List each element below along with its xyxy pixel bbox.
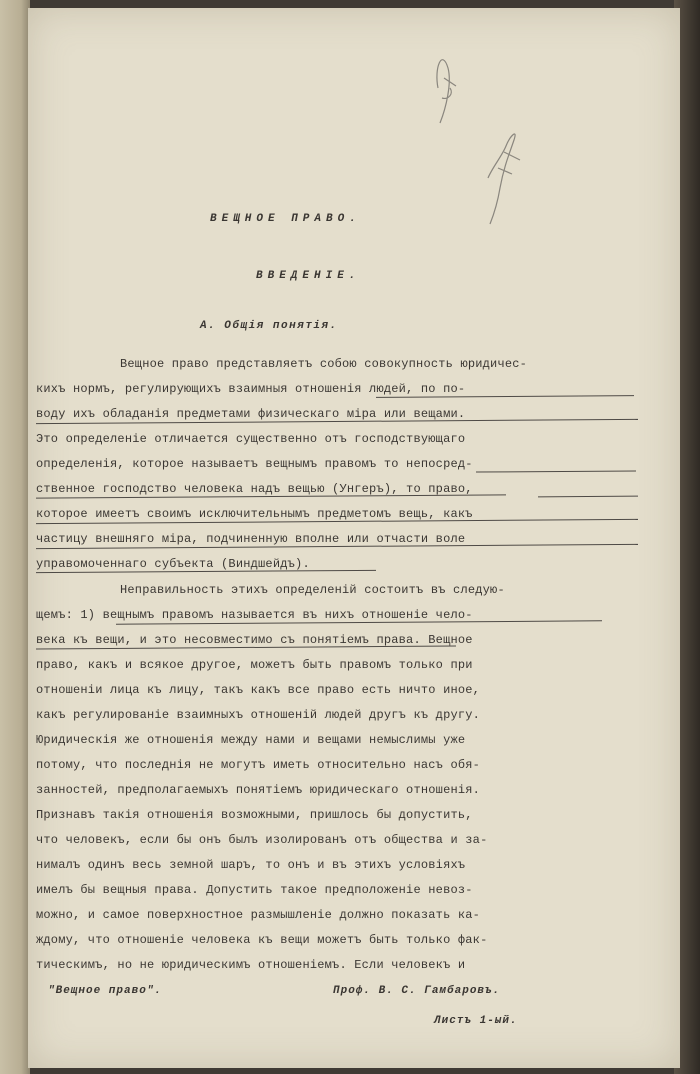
text-line: право, какъ и всякое другое, можетъ быть правомъ только при [36, 658, 473, 672]
text-line: определенія, которое называетъ вещнымъ правомъ то непосред- [36, 457, 473, 471]
section-heading: ВВЕДЕНІЕ. [256, 270, 361, 282]
text-line: тическимъ, но не юридическимъ отношеніемъ. Если человекъ и [36, 958, 466, 972]
text-line: Признавъ такія отношенія возможными, пришлось бы допустить, [36, 808, 473, 822]
text-line: щемъ: 1) вещнымъ правомъ называется въ нихъ отношеніе чело- [36, 608, 473, 622]
text-line: которое имеетъ своимъ исключительнымъ предметомъ вещь, какъ [36, 507, 473, 521]
document-page [28, 8, 680, 1068]
footer-running-title: "Вещное право". [48, 985, 163, 997]
text-line: занностей, предполагаемыхъ понятіемъ юридическаго отношенія. [36, 783, 481, 797]
footer-sheet-number: Листъ 1-ый. [434, 1015, 518, 1027]
text-line: ственное господство человека надъ вещью (Унгеръ), то право, [36, 482, 473, 496]
subsection-heading: А. Общія понятія. [200, 320, 338, 332]
pencil-scribble-icon [428, 28, 538, 238]
text-line: частицу внешняго міра, подчиненную вполне или отчасти воле [36, 532, 466, 546]
text-line: можно, и самое поверхностное размышленіе должно показать ка- [36, 908, 481, 922]
text-line: Юридическія же отношенія между нами и вещами немыслимы уже [36, 733, 466, 747]
text-line: Неправильность этихъ определеній состоитъ въ следую- [120, 583, 505, 597]
text-line: нималъ одинъ весь земной шаръ, то онъ и въ этихъ условіяхъ [36, 858, 466, 872]
text-line: Это определеніе отличается существенно отъ господствующаго [36, 432, 466, 446]
text-line: управомоченнаго субъекта (Виндшейдъ). [36, 557, 310, 571]
text-line: Вещное право представляетъ собою совокупность юридичес- [120, 357, 528, 371]
text-line: века къ вещи, и это несовместимо съ понятіемъ права. Вещное [36, 633, 473, 647]
text-line: какъ регулированіе взаимныхъ отношеній людей другъ къ другу. [36, 708, 481, 722]
text-line: что человекъ, если бы онъ былъ изолированъ отъ общества и за- [36, 833, 488, 847]
text-line: потому, что последнія не могутъ иметь относительно насъ обя- [36, 758, 481, 772]
text-line: отношеніи лица къ лицу, такъ какъ все право есть ничто иное, [36, 683, 481, 697]
binding-board [0, 0, 30, 1074]
pencil-underline [476, 470, 636, 472]
footer-author: Проф. В. С. Гамбаровъ. [333, 985, 501, 997]
text-line: кихъ нормъ, регулирующихъ взаимныя отношенія людей, по по- [36, 382, 466, 396]
pencil-underline [538, 496, 638, 498]
text-line: имелъ бы вещныя права. Допустить такое предположеніе невоз- [36, 883, 473, 897]
document-title: ВЕЩНОЕ ПРАВО. [210, 213, 361, 225]
text-line: воду ихъ обладанія предметами физическаго міра или вещами. [36, 407, 466, 421]
text-line: ждому, что отношеніе человека къ вещи можетъ быть только фак- [36, 933, 488, 947]
